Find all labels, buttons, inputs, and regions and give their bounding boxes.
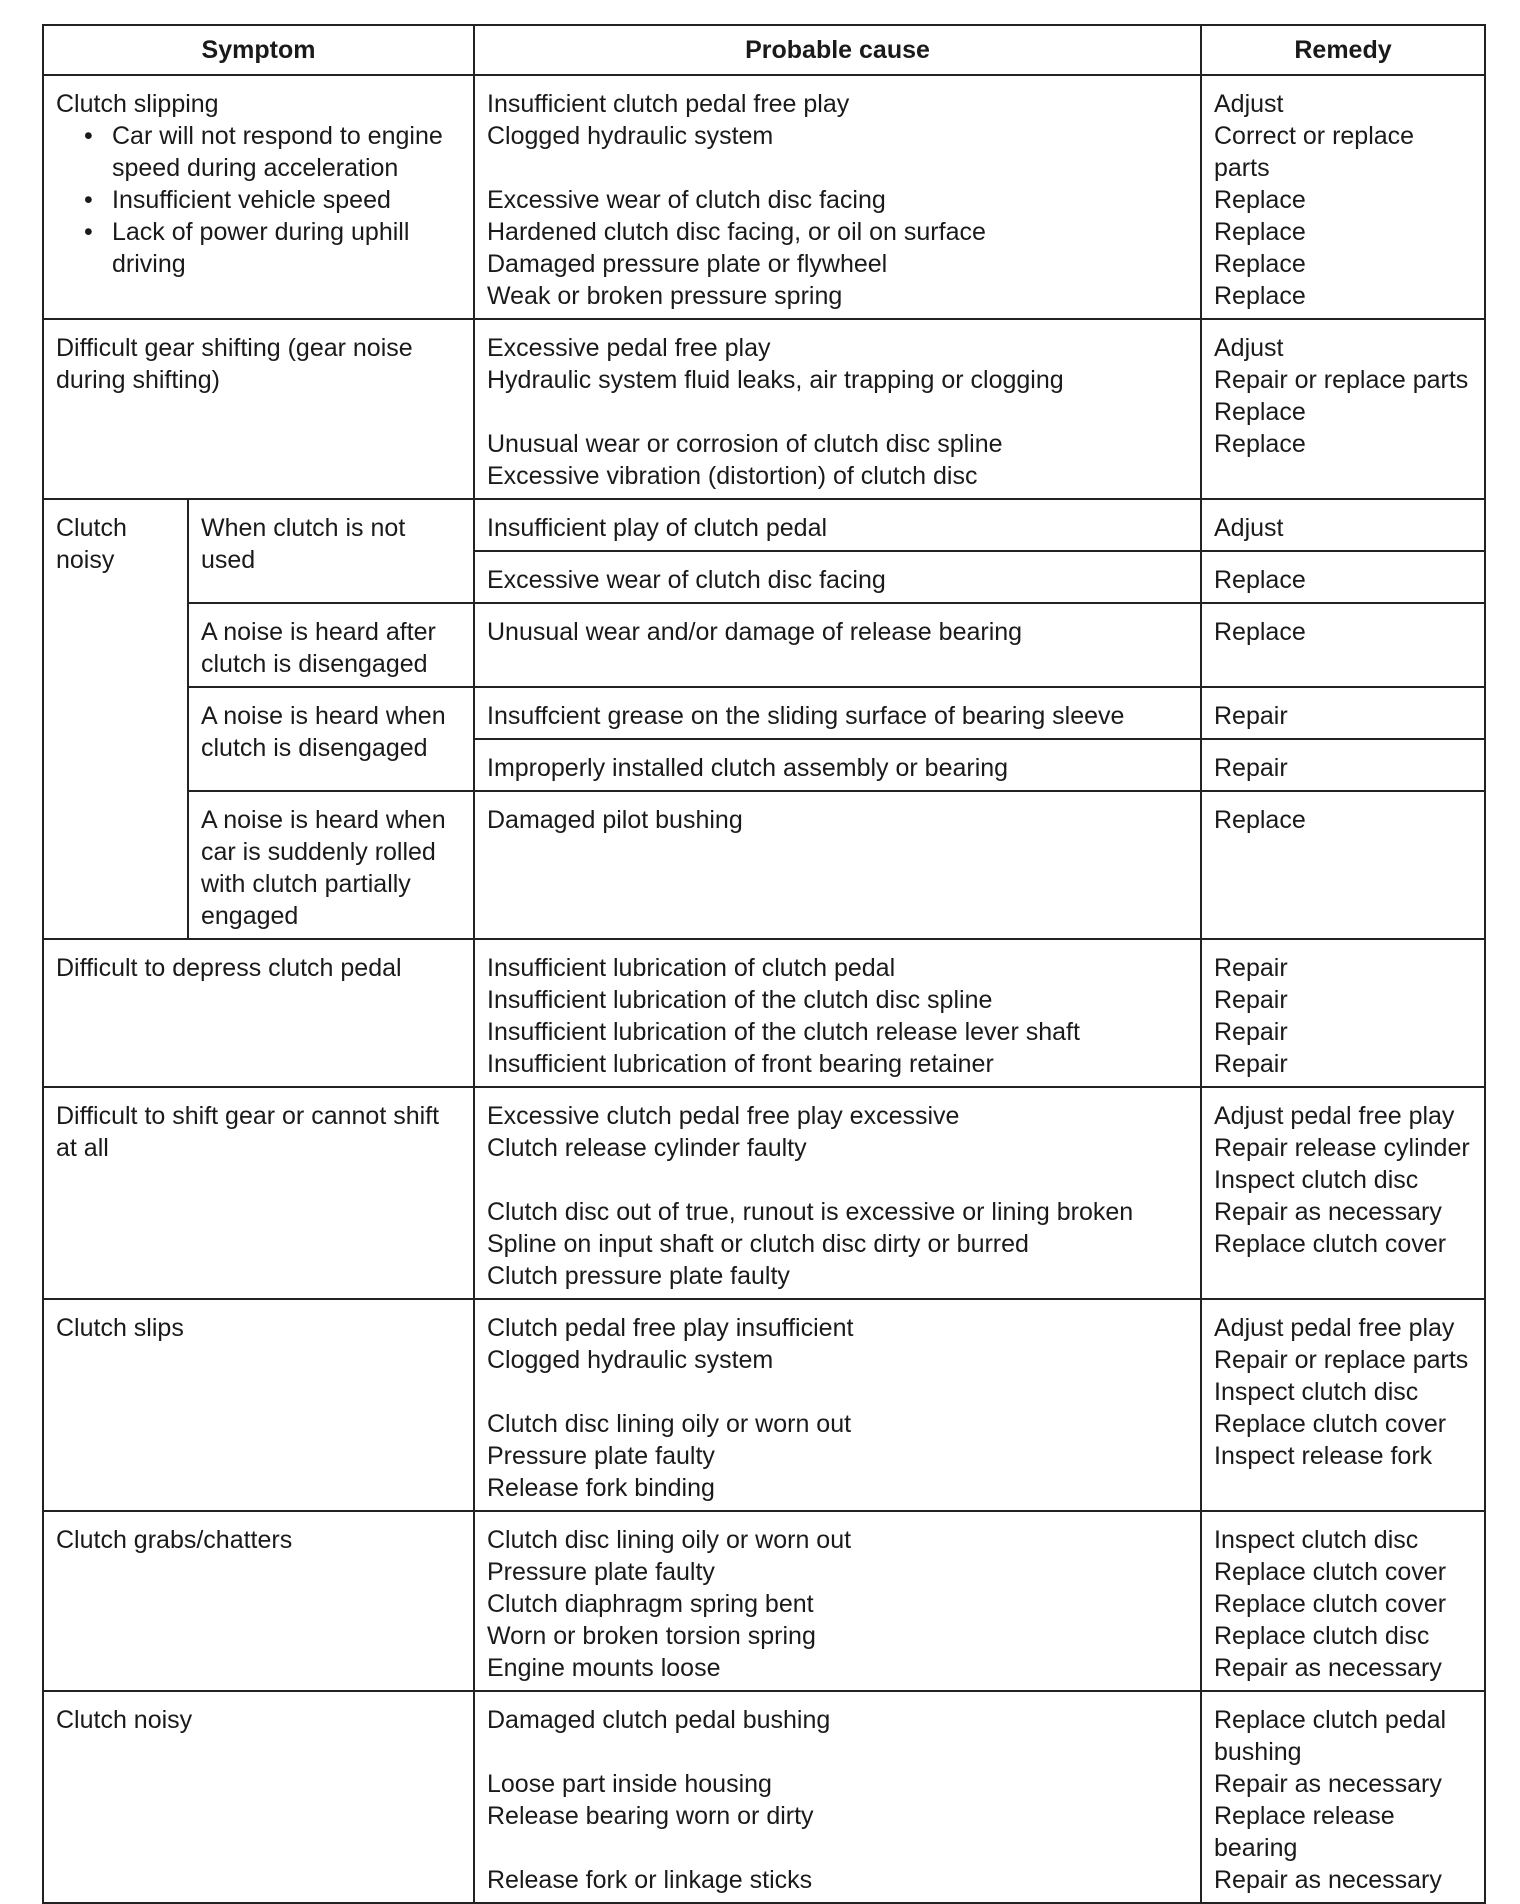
symptom-text: Difficult to shift gear or cannot shift at all xyxy=(56,1102,440,1162)
table-row-depress-pedal xyxy=(43,939,1485,1087)
cause-text: Clutch disc lining oily or worn out xyxy=(487,1410,852,1438)
cause-text: Excessive pedal free play xyxy=(487,334,771,362)
cause-text: Excessive clutch pedal free play excessive xyxy=(487,1102,960,1130)
cause-text: Clutch pedal free play insufficient xyxy=(487,1314,854,1342)
table-row-gear-shifting xyxy=(43,319,1485,499)
cause-text: Insufficient clutch pedal free play xyxy=(487,90,850,118)
remedy-text: Repair xyxy=(1214,754,1288,782)
remedy-text: Correct or replace parts xyxy=(1214,122,1415,182)
cause-text: Release fork binding xyxy=(487,1474,715,1502)
remedy-text: Adjust pedal free play xyxy=(1214,1314,1455,1342)
header-symptom: Symptom xyxy=(43,25,474,75)
remedy-text: Replace clutch cover xyxy=(1214,1230,1447,1258)
cause-text: Release bearing worn or dirty xyxy=(487,1802,814,1830)
remedy-text: Replace clutch cover xyxy=(1214,1410,1447,1438)
remedy-text: Repair or replace parts xyxy=(1214,366,1469,394)
cause-text: Pressure plate faulty xyxy=(487,1558,715,1586)
symptom-cell xyxy=(43,1299,474,1511)
remedy-text: Replace xyxy=(1214,250,1306,278)
cause-cell xyxy=(474,739,1201,791)
remedy-cell xyxy=(1201,687,1485,739)
cause-text: Unusual wear or corrosion of clutch disc spline xyxy=(487,430,1003,458)
remedy-text: Repair as necessary xyxy=(1214,1770,1442,1798)
remedy-text: Repair xyxy=(1214,986,1288,1014)
condition-text: A noise is heard after clutch is disengaged xyxy=(201,618,436,678)
table-row-clutch-noisy-2 xyxy=(43,1691,1485,1903)
remedy-text: Adjust xyxy=(1214,514,1284,542)
condition-cell xyxy=(188,603,474,687)
cause-text: Damaged clutch pedal bushing xyxy=(487,1706,831,1734)
cause-text: Excessive vibration (distortion) of clutch disc xyxy=(487,462,978,490)
cause-cell xyxy=(474,791,1201,939)
remedy-cell xyxy=(1201,791,1485,939)
symptom-text: Clutch noisy xyxy=(56,514,127,574)
remedy-text: Repair release cylinder xyxy=(1214,1134,1470,1162)
remedy-text: Repair xyxy=(1214,702,1288,730)
symptom-cell xyxy=(43,1691,474,1903)
header-remedy: Remedy xyxy=(1201,25,1485,75)
remedy-text: Repair as necessary xyxy=(1214,1866,1442,1894)
cause-text: Insufficient lubrication of front bearing retainer xyxy=(487,1050,994,1078)
condition-text: A noise is heard when clutch is disengaged xyxy=(201,702,446,762)
remedy-text: Replace xyxy=(1214,218,1306,246)
remedy-text: Repair or replace parts xyxy=(1214,1346,1469,1374)
cause-cell xyxy=(474,75,1201,319)
cause-cell xyxy=(474,499,1201,551)
cause-text: Clutch diaphragm spring bent xyxy=(487,1590,814,1618)
cause-text: Insufficient lubrication of the clutch release lever shaft xyxy=(487,1018,1080,1046)
table-row xyxy=(43,791,1485,939)
cause-text: Unusual wear and/or damage of release bearing xyxy=(487,618,1023,646)
remedy-text: Replace xyxy=(1214,430,1306,458)
condition-cell xyxy=(188,687,474,791)
remedy-cell xyxy=(1201,551,1485,603)
remedy-text: Replace clutch cover xyxy=(1214,1590,1447,1618)
table-row-clutch-slips xyxy=(43,1299,1485,1511)
remedy-text: Adjust xyxy=(1214,334,1284,362)
cause-cell xyxy=(474,1299,1201,1511)
symptom-text: Difficult to depress clutch pedal xyxy=(56,954,402,982)
remedy-text: Repair as necessary xyxy=(1214,1198,1442,1226)
symptom-text: Clutch slips xyxy=(56,1314,184,1342)
cause-text: Insufficient lubrication of clutch pedal xyxy=(487,954,896,982)
table-row-clutch-slipping xyxy=(43,75,1485,319)
symptom-text: Difficult gear shifting (gear noise during shifting) xyxy=(56,334,413,394)
cause-text: Clutch disc out of true, runout is excessive or lining broken xyxy=(487,1198,1134,1226)
symptom-bullet: • Lack of power during uphill driving xyxy=(56,216,461,280)
remedy-cell xyxy=(1201,1299,1485,1511)
remedy-cell xyxy=(1201,603,1485,687)
remedy-text: Replace xyxy=(1214,618,1306,646)
remedy-text: Replace clutch cover xyxy=(1214,1558,1447,1586)
symptom-cell xyxy=(43,75,474,319)
cause-cell xyxy=(474,551,1201,603)
cause-text: Excessive wear of clutch disc facing xyxy=(487,186,886,214)
header-probable-cause: Probable cause xyxy=(474,25,1201,75)
cause-text: Spline on input shaft or clutch disc dirty or burred xyxy=(487,1230,1029,1258)
remedy-text: Replace release bearing xyxy=(1214,1802,1395,1862)
symptom-cell xyxy=(43,939,474,1087)
remedy-text: Inspect clutch disc xyxy=(1214,1166,1419,1194)
remedy-text: Replace xyxy=(1214,566,1306,594)
cause-cell xyxy=(474,319,1201,499)
symptom-cell xyxy=(43,1087,474,1299)
cause-text: Pressure plate faulty xyxy=(487,1442,715,1470)
symptom-text: Clutch grabs/chatters xyxy=(56,1526,293,1554)
remedy-text: Repair xyxy=(1214,1050,1288,1078)
condition-cell xyxy=(188,499,474,603)
cause-cell xyxy=(474,939,1201,1087)
symptom-cell xyxy=(43,1511,474,1691)
table-row xyxy=(43,687,1485,739)
cause-text: Insuffcient grease on the sliding surface of bearing sleeve xyxy=(487,702,1125,730)
symptom-cell xyxy=(43,319,474,499)
cause-text: Weak or broken pressure spring xyxy=(487,282,843,310)
table-row-clutch-noisy xyxy=(43,499,1485,551)
cause-text: Clogged hydraulic system xyxy=(487,1346,774,1374)
remedy-text: Inspect clutch disc xyxy=(1214,1378,1419,1406)
remedy-cell xyxy=(1201,939,1485,1087)
table-row-cannot-shift xyxy=(43,1087,1485,1299)
cause-text: Worn or broken torsion spring xyxy=(487,1622,816,1650)
remedy-text: Repair xyxy=(1214,1018,1288,1046)
symptom-cell xyxy=(43,499,188,939)
remedy-text: Replace xyxy=(1214,282,1306,310)
cause-cell xyxy=(474,1511,1201,1691)
remedy-cell xyxy=(1201,1511,1485,1691)
header-row xyxy=(43,25,1485,75)
remedy-text: Inspect clutch disc xyxy=(1214,1526,1419,1554)
symptom-text: Clutch slipping xyxy=(56,90,219,118)
symptom-bullet: • Insufficient vehicle speed xyxy=(56,184,461,216)
remedy-cell xyxy=(1201,739,1485,791)
remedy-text: Replace xyxy=(1214,806,1306,834)
cause-text: Damaged pressure plate or flywheel xyxy=(487,250,888,278)
remedy-cell xyxy=(1201,1087,1485,1299)
remedy-cell xyxy=(1201,75,1485,319)
cause-text: Insufficient lubrication of the clutch disc spline xyxy=(487,986,993,1014)
remedy-text: Repair as necessary xyxy=(1214,1654,1442,1682)
remedy-text: Repair xyxy=(1214,954,1288,982)
symptom-bullet: • Car will not respond to engine speed during acceleration xyxy=(56,120,461,184)
cause-text: Clutch release cylinder faulty xyxy=(487,1134,807,1162)
remedy-text: Replace xyxy=(1214,398,1306,426)
condition-text: A noise is heard when car is suddenly rolled with clutch partially engaged xyxy=(201,806,446,930)
condition-text: When clutch is not used xyxy=(201,514,406,574)
cause-text: Improperly installed clutch assembly or bearing xyxy=(487,754,1009,782)
cause-text: Clutch pressure plate faulty xyxy=(487,1262,790,1290)
cause-cell xyxy=(474,603,1201,687)
remedy-text: Replace clutch pedal bushing xyxy=(1214,1706,1447,1766)
cause-text: Release fork or linkage sticks xyxy=(487,1866,813,1894)
symptom-text: Clutch noisy xyxy=(56,1706,193,1734)
table-row xyxy=(43,603,1485,687)
troubleshooting-table xyxy=(42,24,1486,1904)
remedy-text: Adjust pedal free play xyxy=(1214,1102,1455,1130)
remedy-text: Replace xyxy=(1214,186,1306,214)
cause-text: Loose part inside housing xyxy=(487,1770,772,1798)
remedy-cell xyxy=(1201,499,1485,551)
cause-text: Damaged pilot bushing xyxy=(487,806,743,834)
cause-cell xyxy=(474,687,1201,739)
cause-text: Hardened clutch disc facing, or oil on surface xyxy=(487,218,986,246)
remedy-text: Adjust xyxy=(1214,90,1284,118)
cause-text: Excessive wear of clutch disc facing xyxy=(487,566,886,594)
cause-cell xyxy=(474,1087,1201,1299)
cause-cell xyxy=(474,1691,1201,1903)
remedy-cell xyxy=(1201,319,1485,499)
remedy-text: Inspect release fork xyxy=(1214,1442,1433,1470)
cause-text: Engine mounts loose xyxy=(487,1654,721,1682)
remedy-text: Replace clutch disc xyxy=(1214,1622,1430,1650)
cause-text: Clutch disc lining oily or worn out xyxy=(487,1526,852,1554)
cause-text: Insufficient play of clutch pedal xyxy=(487,514,828,542)
table-row-clutch-grabs xyxy=(43,1511,1485,1691)
cause-text: Clogged hydraulic system xyxy=(487,122,774,150)
condition-cell xyxy=(188,791,474,939)
remedy-cell xyxy=(1201,1691,1485,1903)
cause-text: Hydraulic system fluid leaks, air trapping or clogging xyxy=(487,366,1064,394)
